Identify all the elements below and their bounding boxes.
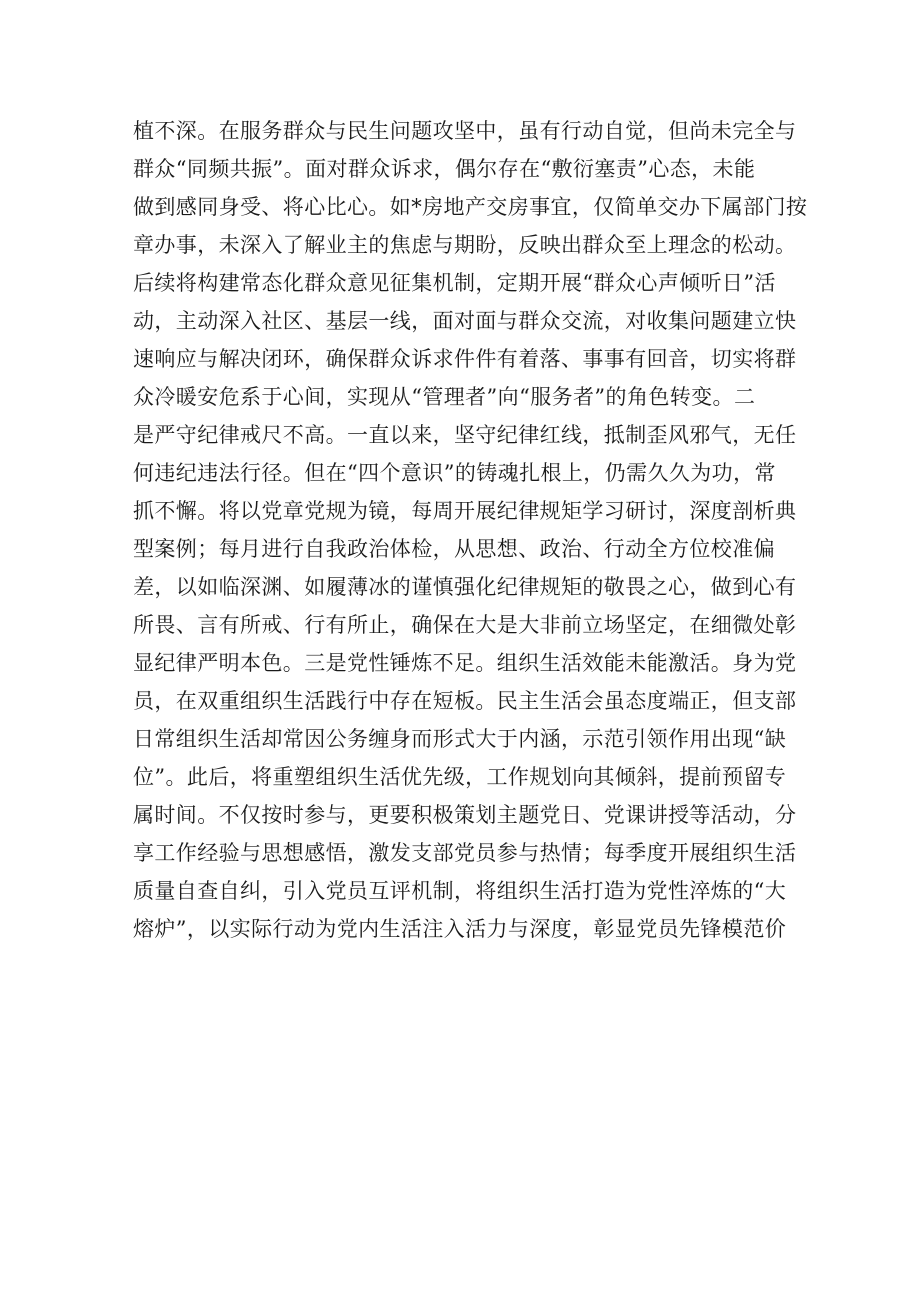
- text-line: 动，主动深入社区、基层一线，面对面与群众交流，对收集问题建立快: [133, 309, 797, 333]
- text-line: 是严守纪律戒尺不高。一直以来，坚守纪律红线，抵制歪风邪气，无任: [133, 423, 797, 447]
- text-line: 属时间。不仅按时参与，更要积极策划主题党日、党课讲授等活动，分: [133, 803, 797, 827]
- text-line: 植不深。在服务群众与民生问题攻坚中，虽有行动自觉，但尚未完全与: [133, 119, 797, 143]
- text-line: 差，以如临深渊、如履薄冰的谨慎强化纪律规矩的敬畏之心，做到心有: [133, 575, 797, 599]
- text-line: 章办事，未深入了解业主的焦虑与期盼，反映出群众至上理念的松动。: [133, 233, 797, 257]
- text-line: 质量自查自纠，引入党员互评机制，将组织生活打造为党性淬炼的“大: [133, 879, 787, 903]
- text-line: 员，在双重组织生活践行中存在短板。民主生活会虽态度端正，但支部: [133, 689, 797, 713]
- text-line: 日常组织生活却常因公务缠身而形式大于内涵，示范引领作用出现“缺: [133, 727, 787, 751]
- text-line: 众冷暖安危系于心间，实现从“管理者”向“服务者”的角色转变。二: [133, 385, 756, 409]
- text-line: 显纪律严明本色。三是党性锤炼不足。组织生活效能未能激活。身为党: [133, 651, 797, 675]
- text-line: 后续将构建常态化群众意见征集机制，定期开展“群众心声倾听日”活: [133, 271, 776, 295]
- text-line: 享工作经验与思想感悟，激发支部党员参与热情；每季度开展组织生活: [133, 841, 797, 865]
- text-line: 熔炉”，以实际行动为党内生活注入活力与深度，彰显党员先锋模范价: [133, 917, 787, 941]
- text-line: 抓不懈。将以党章党规为镜，每周开展纪律规矩学习研讨，深度剖析典: [133, 499, 797, 523]
- text-line: 位”。此后，将重塑组织生活优先级，工作规划向其倾斜，提前预留专: [133, 765, 787, 789]
- text-line: 所畏、言有所戒、行有所止，确保在大是大非前立场坚定，在细微处彰: [133, 613, 797, 637]
- text-line: 型案例；每月进行自我政治体检，从思想、政治、行动全方位校准偏: [133, 537, 775, 561]
- text-line: 做到感同身受、将心比心。如*房地产交房事宜，仅简单交办下属部门按: [133, 195, 808, 219]
- text-line: 群众“同频共振”。面对群众诉求，偶尔存在“敷衍塞责”心态，未能: [133, 157, 756, 181]
- text-line: 速响应与解决闭环，确保群众诉求件件有着落、事事有回音，切实将群: [133, 347, 797, 371]
- text-line: 何违纪违法行径。但在“四个意识”的铸魂扎根上，仍需久久为功，常: [133, 461, 776, 485]
- body-paragraph: [133, 112, 808, 948]
